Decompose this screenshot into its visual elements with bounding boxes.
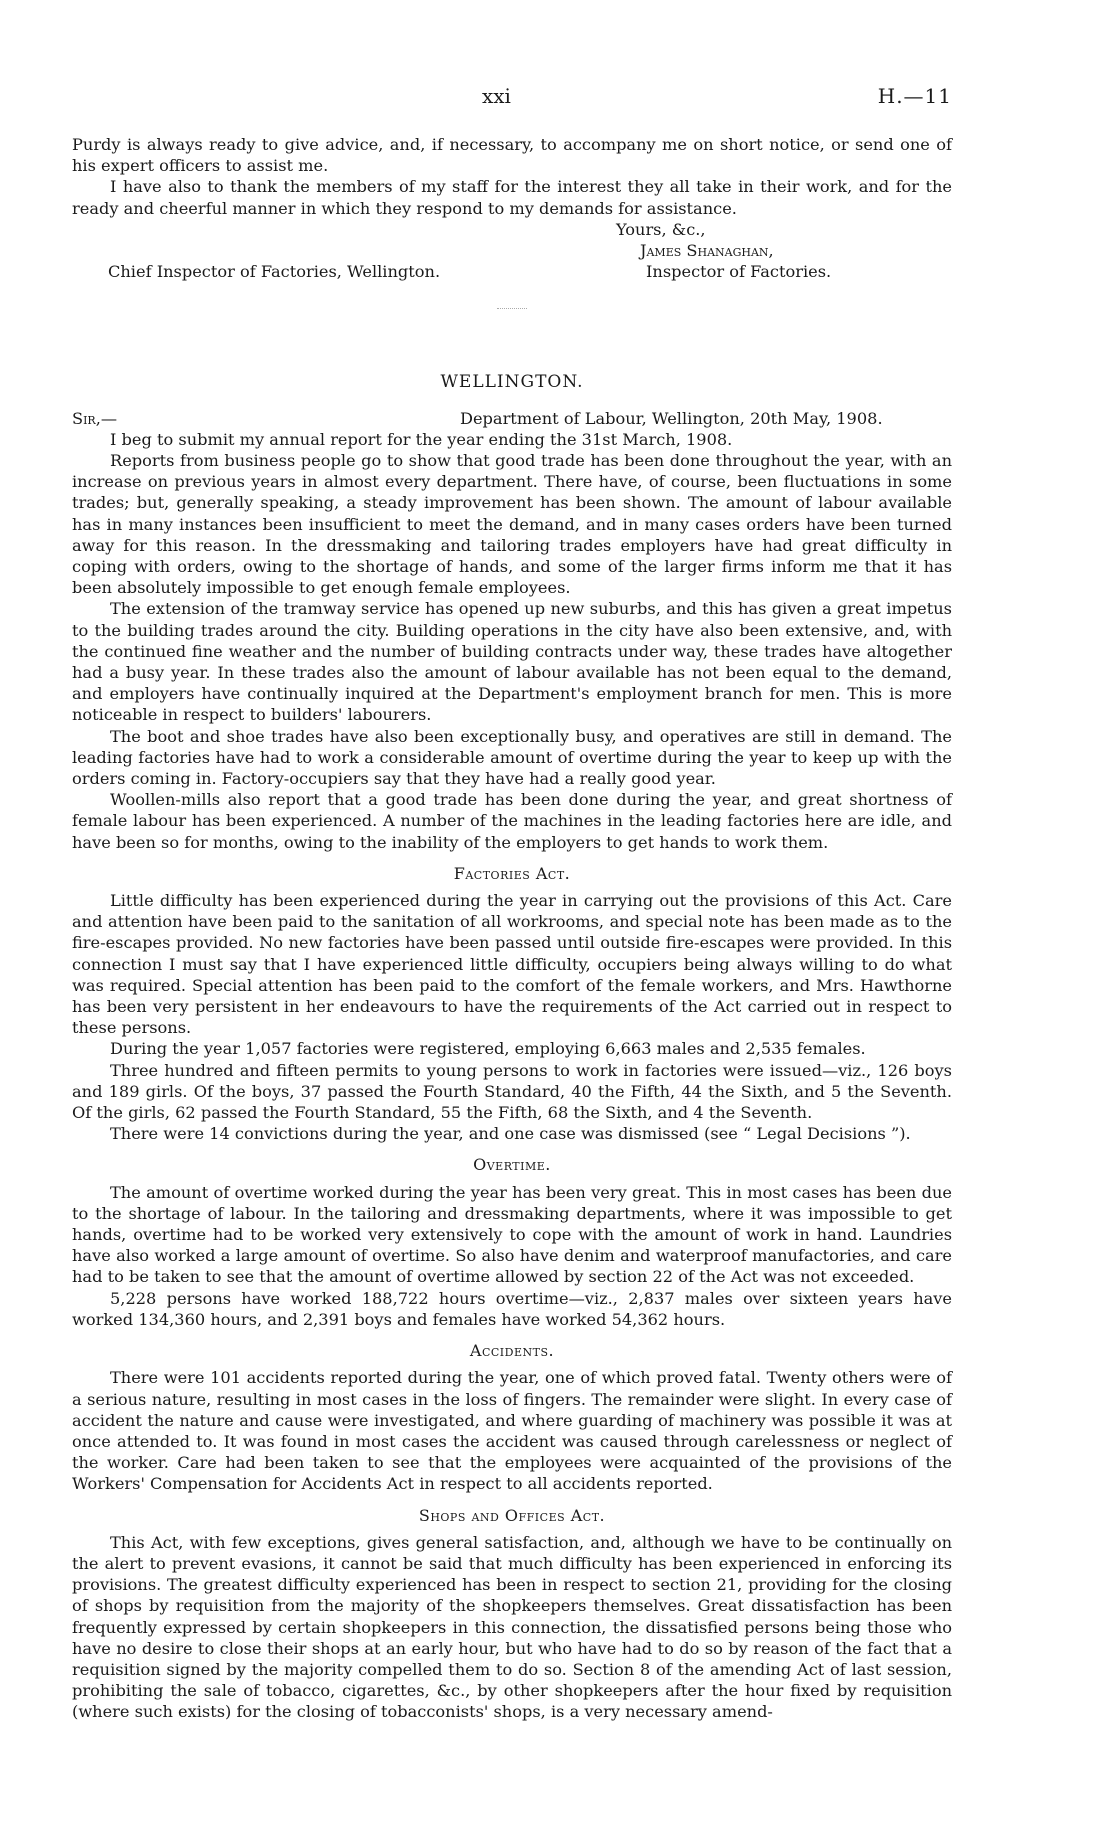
salutation: Sir,—: [72, 408, 118, 428]
factories-act-paragraph: During the year 1,057 factories were registered, employing 6,663 males and 2,535 females.: [110, 1039, 866, 1059]
addressee: Chief Inspector of Factories, Wellington.: [108, 262, 441, 282]
closing-line: [72, 219, 952, 240]
addressee-line: [72, 261, 952, 282]
overtime-heading: Overtime.: [473, 1155, 551, 1175]
document-page: [72, 0, 952, 1823]
shops-offices-act-paragraph: This Act, with few exceptions, gives general satisfaction, and, although we have to be continually on the alert to prevent evasions, it cannot be said that much difficulty has been experienced in enforcing its provisions. The greatest difficulty experienced has been in respect to section 21, providing for the closing of shops by requisition from the majority of the shopkeepers themselves. Great dissatisfaction has been frequently expressed by certain shopkeepers in this connection, the dissatisfied persons being those who have no desire to close their shops at an early hour, but who have had to do so by reason of the fact that a requisition signed by the majority compelled them to do so. Section 8 of the amending Act of last session, prohibiting the sale of tobacco, cigarettes, &c., by other shopkeepers after the hour fixed by requisition (where such exists) for the closing of tobacconists' shops, is a very necessary amend-: [72, 1532, 952, 1722]
shops-offices-act-heading: Shops and Offices Act.: [418, 1505, 606, 1525]
closing: Yours, &c.,: [616, 219, 706, 239]
general-paragraph: Reports from business people go to show that good trade has been done throughout the year, with an increase on previous years in almost every department. There have, of course, been fluctuations in some trades; but, generally speaking, a steady improvement has been shown. The amount of labour available has in many instances been insufficient to meet the demand, and in many cases orders have been turned away for this reason. In the dressmaking and tailoring trades employers have had great difficulty in coping with orders, owing to the shortage of hands, and some of the larger firms inform me that it has been absolutely impossible to get enough female employees.: [72, 450, 952, 598]
factories-act-paragraph: There were 14 convictions during the year, and one case was dismissed (see “ Legal Decisions ”).: [110, 1124, 911, 1144]
factories-act-heading: Factories Act.: [453, 863, 571, 883]
dateline: Department of Labour, Wellington, 20th May, 1908.: [460, 408, 883, 428]
accidents-paragraph: There were 101 accidents reported during the year, one of which proved fatal. Twenty others were of a serious nature, resulting in most cases in the loss of fingers. The remainder were slight. In every case of accident the nature and cause were investigated, and where guarding of machinery was possible it was at once attended to. It was found in most cases the accident was caused through carelessness or neglect of the worker. Care had been taken to see that the employees were acquainted of the provisions of the Workers' Compensation for Accidents Act in respect to all accidents reported.: [72, 1368, 952, 1494]
general-paragraph: Woollen-mills also report that a good trade has been done during the year, and great shortness of female labour has been experienced. A number of the machines in the leading factories here are idle, and have been so for months, owing to the inability of the employers to get hands to work them.: [72, 790, 952, 852]
overtime-paragraph: 5,228 persons have worked 188,722 hours overtime—viz., 2,837 males over sixteen years have worked 134,360 hours, and 2,391 boys and females have worked 54,362 hours.: [72, 1288, 952, 1329]
overtime-paragraph: The amount of overtime worked during the year has been very great. This in most cases has been due to the shortage of labour. In the tailoring and dressmaking departments, where it was impossible to get hands, overtime had to be worked very extensively to cope with the amount of work in hand. Laundries have also worked a large amount of overtime. So also have denim and waterproof manufactories, and care had to be taken to see that the amount of overtime allowed by section 22 of the Act was not exceeded.: [72, 1182, 952, 1287]
shanaghan-paragraph-1: Purdy is always ready to give advice, and, if necessary, to accompany me on short notice, or send one of his expert officers to assist me.: [72, 135, 952, 176]
factories-act-paragraph: Little difficulty has been experienced during the year in carrying out the provisions of this Act. Care and attention have been paid to the sanitation of all workrooms, and special note has been made as to the fire-escapes provided. No new factories have been passed until outside fire-escapes were provided. In this connection I must say that I have experienced little difficulty, occupiers being always willing to do what was required. Special attention has been paid to the comfort of the female workers, and Mrs. Hawthorne has been very persistent in her endeavours to have the requirements of the Act carried out in respect to these persons.: [72, 891, 952, 1038]
factories-act-paragraph: Three hundred and fifteen permits to young persons to work in factories were issued—viz., 126 boys and 189 girls. Of the boys, 37 passed the Fourth Standard, 40 the Fifth, 44 the Sixth, and 5 the Seventh. Of the girls, 62 passed the Fourth Standard, 55 the Fifth, 68 the Sixth, and 4 the Seventh.: [72, 1060, 952, 1123]
dateline-row: [72, 408, 952, 429]
document-reference: H.—11: [877, 84, 952, 108]
accidents-heading: Accidents.: [469, 1341, 555, 1361]
page-body: [72, 134, 952, 1723]
place-heading: WELLINGTON.: [440, 372, 584, 393]
page-number: xxi: [482, 84, 511, 108]
signatory-name: James Shanaghan,: [640, 241, 774, 260]
general-paragraph: The extension of the tramway service has opened up new suburbs, and this has given a great impetus to the building trades around the city. Building operations in the city have also been extensive, and, with the continued fine weather and the number of building contracts under way, these trades have altogether had a busy year. In these trades also the amount of labour available has not been equal to the demand, and employers have continually inquired at the Department's employment branch for men. This is more noticeable in respect to builders' labourers.: [72, 599, 952, 725]
signatory-title: Inspector of Factories.: [646, 262, 832, 282]
report-intro: I beg to submit my annual report for the year ending the 31st March, 1908.: [110, 429, 733, 449]
general-paragraph: The boot and shoe trades have also been exceptionally busy, and operatives are still in demand. The leading factories have had to work a considerable amount of overtime during the year to keep up with the orders coming in. Factory-occupiers say that they have had a really good year.: [72, 726, 952, 789]
shanaghan-paragraph-2: I have also to thank the members of my staff for the interest they all take in their work, and for the ready and cheerful manner in which they respond to my demands for assistance.: [72, 177, 952, 218]
section-divider: [497, 308, 527, 310]
page-header: [72, 84, 952, 114]
signatory-line: [72, 240, 952, 261]
